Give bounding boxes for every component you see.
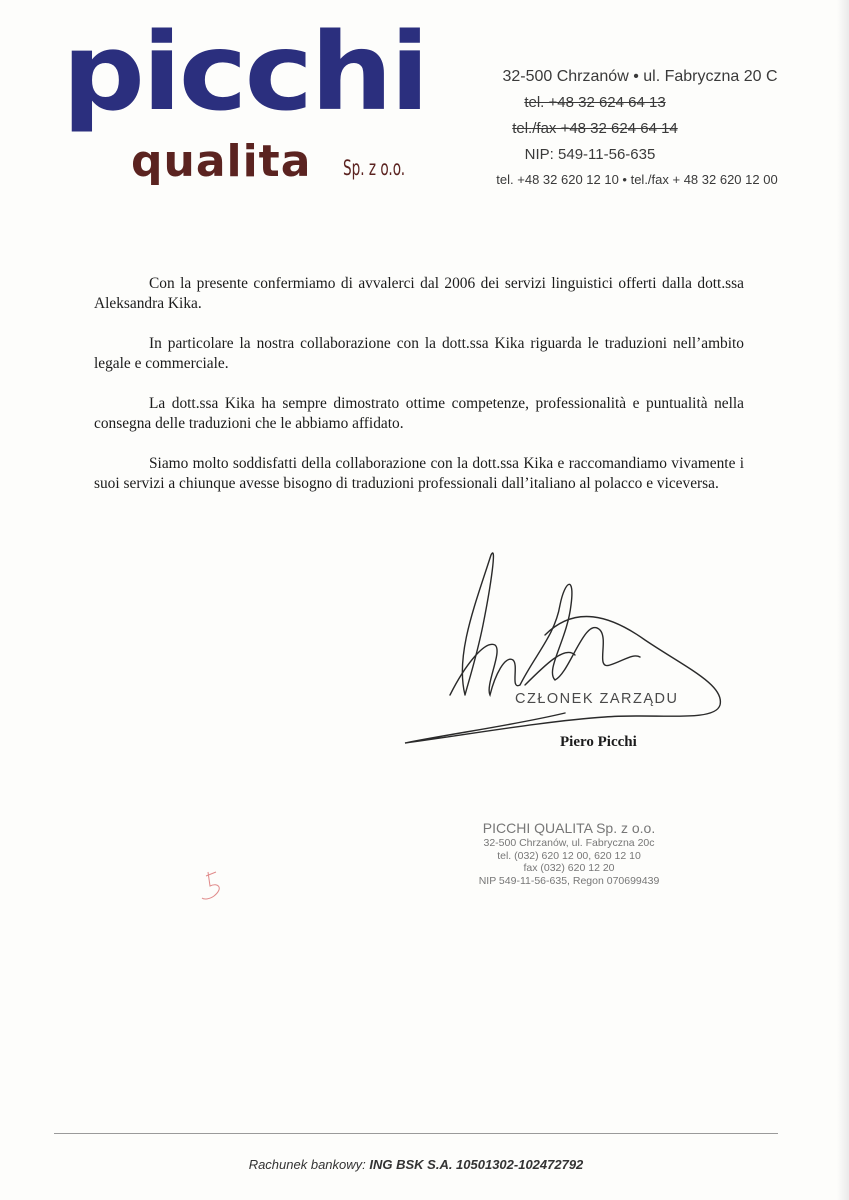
- signatory-role: CZŁONEK ZARZĄDU: [515, 691, 679, 707]
- bank-account-value: ING BSK S.A. 10501302-102472792: [369, 1157, 584, 1172]
- paragraph-1: Con la presente confermiamo di avvalerci dal 2006 dei servizi linguistici offerti dalla dott.ssa Aleksandra Kika.: [94, 275, 744, 312]
- company-logo-qualita: qualita: [131, 136, 312, 187]
- signatory-name: Piero Picchi: [560, 734, 637, 750]
- paragraph-2: In particolare la nostra collaborazione con la dott.ssa Kika riguarda le traduzioni nell’ambito legale e commerciale.: [94, 335, 744, 372]
- paragraph-3: La dott.ssa Kika ha sempre dimostrato ottime competenze, professionalità e puntualità nella consegna delle traduzioni che le abbiamo affidato.: [94, 395, 744, 432]
- stamp-phone: tel. (032) 620 12 00, 620 12 10: [497, 849, 641, 862]
- company-logo-picchi: picchi: [62, 10, 427, 135]
- current-phone-fax: tel. +48 32 620 12 10 • tel./fax + 48 32 620 12 00: [496, 172, 778, 187]
- stamp-company-name: PICCHI QUALITA Sp. z o.o.: [482, 820, 656, 836]
- old-phone: tel. +48 32 624 64 13: [524, 94, 666, 111]
- stamp-address: 32-500 Chrzanów, ul. Fabryczna 20c: [483, 837, 655, 849]
- footer-divider: [54, 1133, 778, 1134]
- company-stamp: [464, 820, 674, 887]
- pencil-mark: [200, 868, 230, 904]
- stamp-ids: NIP 549-11-56-635, Regon 070699439: [478, 874, 660, 887]
- handwritten-signature: [395, 545, 735, 755]
- paragraph-4: Siamo molto soddisfatti della collaborazione con la dott.ssa Kika e raccomandiamo vivamente i suoi servizi a chiunque avesse bisogno di traduzioni professionali dall’italiano al polacco e viceversa.: [94, 455, 744, 492]
- company-address: 32-500 Chrzanów • ul. Fabryczna 20 C: [502, 68, 778, 85]
- old-fax: tel./fax +48 32 624 64 14: [512, 120, 678, 137]
- letter-body: [94, 274, 744, 514]
- company-legal-form: Sp. z o.o.: [343, 156, 406, 180]
- bank-account: [54, 1157, 778, 1172]
- tax-id: NIP: 549-11-56-635: [524, 146, 656, 163]
- stamp-fax: fax (032) 620 12 20: [523, 862, 615, 874]
- bank-account-label: Rachunek bankowy:: [248, 1157, 370, 1172]
